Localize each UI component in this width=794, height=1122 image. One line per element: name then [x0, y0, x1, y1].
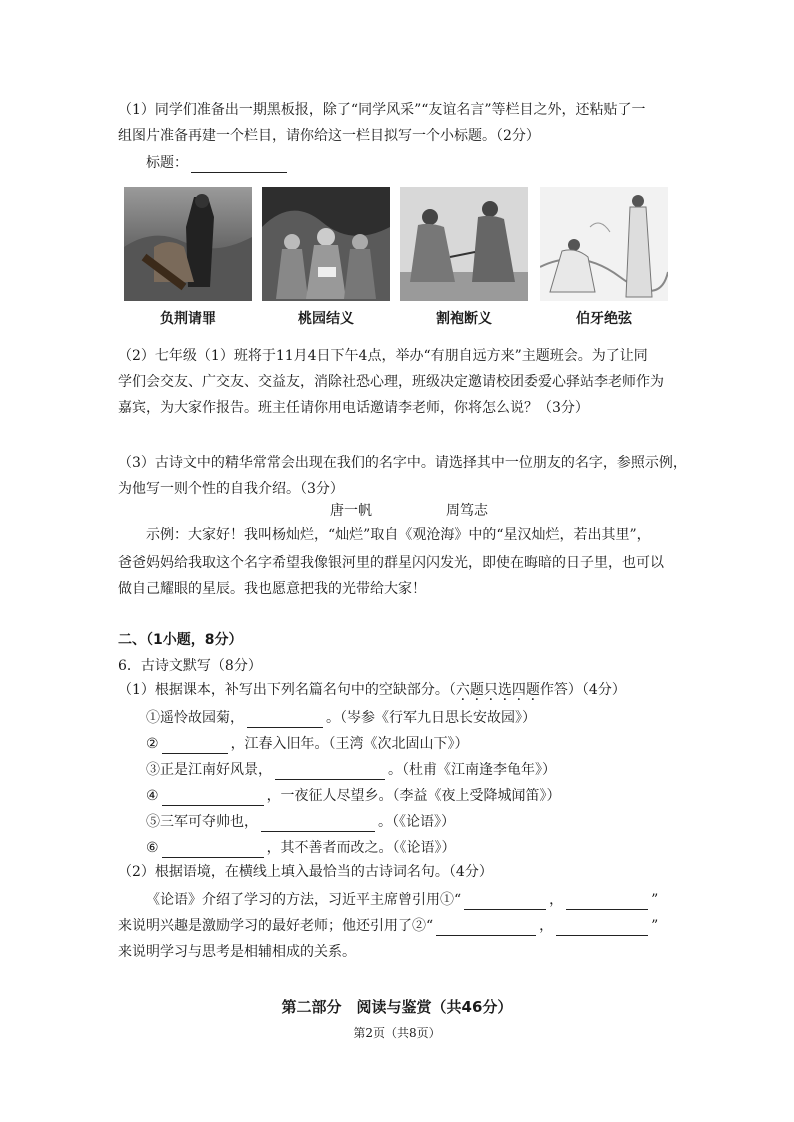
poem-blank-4[interactable] — [162, 789, 264, 806]
caption-3: 割袍断义 — [436, 311, 492, 327]
poem-item-6: ⑥ ，其不善者而改之。（《论语》） — [146, 840, 456, 856]
poem-item-5: ⑤三军可夺帅也， 。（《论语》） — [146, 814, 455, 830]
q2-line3: 嘉宾，为大家作报告。班主任请你用电话邀请李老师，你将怎么说？（3分） — [118, 400, 589, 416]
sub2-line2: 来说明兴趣是激励学习的最好老师；他还引用了②“ ， ” — [118, 918, 659, 934]
sub2-line1: 《论语》介绍了学习的方法，习近平主席曾引用①“ ， ” — [146, 892, 659, 908]
q3-example-line2: 爸爸妈妈给我取这个名字希望我像银河里的群星闪闪发光，即使在晦暗的日子里，也可以 — [118, 555, 664, 571]
q3-line2: 为他写一则个性的自我介绍。（3分） — [118, 481, 344, 497]
emphasis-dotted-text — [456, 682, 540, 698]
dotted-char: 只 — [483, 682, 498, 698]
q1-line2: 组图片准备再建一个栏目，请你给这一栏目拟写一个小标题。（2分） — [118, 128, 540, 144]
dotted-char: 六 — [455, 682, 470, 698]
q1-title-row — [146, 153, 290, 173]
dotted-char: 题 — [469, 682, 484, 698]
sub2-blank-2a[interactable] — [436, 919, 536, 936]
part-2-heading: 第二部分 阅读与鉴赏（共46分） — [281, 998, 513, 1016]
title-label: 标题： — [146, 155, 188, 171]
poem-item-4: ④ ，一夜征人尽望乡。（李益《夜上受降城闻笛》） — [146, 788, 561, 804]
poem-blank-5[interactable] — [261, 815, 375, 832]
image-fu-jing-qing-zui — [124, 187, 252, 301]
image-ge-pao-duan-yi — [400, 187, 528, 301]
poem-blank-3[interactable] — [275, 763, 385, 780]
section-2-heading: 二、（1小题，8分） — [118, 632, 243, 648]
q6-title: 6．古诗文默写（8分） — [118, 658, 262, 674]
q6-sub2-instructions: （2）根据语境，在横线上填入最恰当的古诗词名句。（4分） — [118, 864, 493, 880]
image-tao-yuan-jie-yi — [262, 187, 390, 301]
caption-4: 伯牙绝弦 — [576, 311, 632, 327]
q2-line2: 学们会交友、广交友、交益友，消除社恐心理，班级决定邀请校团委爱心驿站李老师作为 — [118, 374, 664, 390]
poem-blank-1[interactable] — [247, 711, 323, 728]
q1-line1: （1）同学们准备出一期黑板报，除了“同学风采”“友谊名言”等栏目之外，还粘贴了一 — [118, 102, 646, 118]
q3-example-line1: 示例：大家好！我叫杨灿烂，“灿烂”取自《观沧海》中的“星汉灿烂，若出其里”， — [146, 527, 651, 543]
name-option-2: 周笃志 — [446, 503, 488, 519]
poem-blank-2[interactable] — [162, 737, 228, 754]
poem-item-2: ② ，江春入旧年。（王湾《次北固山下》） — [146, 736, 469, 752]
q6-sub1-instructions: （1）根据课本，补写出下列名篇名句中的空缺部分。（六题只选四题作答）（4分） — [118, 682, 626, 698]
dotted-char: 题 — [525, 682, 540, 698]
q3-example-line3: 做自己耀眼的星辰。我也愿意把我的光带给大家！ — [118, 581, 426, 597]
title-blank[interactable] — [191, 156, 287, 173]
dotted-char: 选 — [497, 682, 512, 698]
caption-1: 负荆请罪 — [160, 311, 216, 327]
poem-blank-6[interactable] — [162, 841, 264, 858]
sub2-line3: 来说明学习与思考是相辅相成的关系。 — [118, 944, 356, 960]
q2-line1: （2）七年级（1）班将于11月4日下午4点，举办“有朋自远方来”主题班会。为了让同 — [118, 348, 648, 364]
image-bo-ya-jue-xian — [540, 187, 668, 301]
q3-line1: （3）古诗文中的精华常常会出现在我们的名字中。请选择其中一位朋友的名字，参照示例， — [118, 455, 687, 471]
name-option-1: 唐一帆 — [330, 503, 372, 519]
sub2-blank-1a[interactable] — [464, 893, 546, 910]
page-footer: 第2页（共8页） — [353, 1026, 441, 1040]
poem-item-3: ③正是江南好风景， 。（杜甫《江南逢李龟年》） — [146, 762, 556, 778]
sub2-blank-1b[interactable] — [566, 893, 648, 910]
caption-2: 桃园结义 — [298, 311, 354, 327]
sub2-blank-2b[interactable] — [556, 919, 648, 936]
dotted-char: 四 — [511, 682, 526, 698]
poem-item-1: ①遥怜故园菊， 。（岑参《行军九日思长安故园》） — [146, 710, 536, 726]
